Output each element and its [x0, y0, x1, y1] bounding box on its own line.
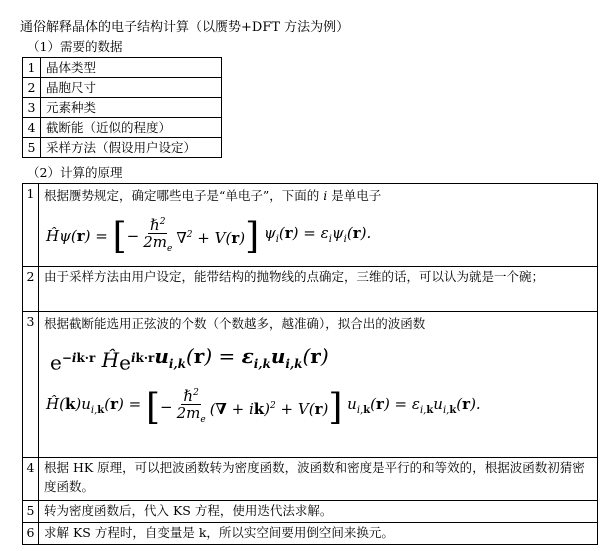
row-text: 根据赝势规定，确定哪些电子是“单电子”，下面的 — [44, 188, 324, 203]
row-text: 截断能（近似的程度） — [41, 118, 222, 138]
table-row — [23, 458, 598, 501]
row-number: 5 — [23, 501, 39, 523]
table-row — [23, 138, 222, 158]
document-title: 通俗解释晶体的电子结构计算（以赝势+DFT 方法为例） — [20, 20, 350, 35]
row-text: 采样方法（假设用户设定） — [41, 138, 222, 158]
table-row — [23, 267, 598, 312]
row-number: 3 — [23, 98, 41, 118]
row-text: 晶体类型 — [41, 58, 222, 78]
row-text: 转为密度函数后，代入 KS 方程，使用迭代法求解。 — [39, 501, 598, 523]
row-number: 6 — [23, 523, 39, 545]
row-number: 4 — [23, 458, 39, 501]
table-row — [23, 78, 222, 98]
symbol-i: i — [323, 188, 328, 203]
table-row — [23, 523, 598, 545]
table-row — [23, 58, 222, 78]
table-row — [23, 501, 598, 523]
principle-table — [22, 183, 598, 545]
row-text-end: 是单电子 — [327, 188, 382, 203]
table-row — [23, 312, 598, 458]
row-number: 5 — [23, 138, 41, 158]
row-text: 晶胞尺寸 — [41, 78, 222, 98]
row-number: 3 — [23, 312, 39, 458]
row-content — [39, 312, 598, 458]
table-row — [23, 184, 598, 267]
row-text: 根据截断能选用正弦波的个数（个数越多，越准确），拟合出的波函数 — [44, 316, 426, 331]
row-text: 根据 HK 原理，可以把波函数转为密度函数，波函数和密度是平行的和等效的，根据波函数初猜密度函数。 — [39, 458, 598, 501]
row-text: 由于采样方法由用户设定，能带结构的抛物线的点确定，三维的话，可以认为就是一个碗； — [39, 267, 598, 312]
row-content — [39, 184, 598, 267]
section1-heading: （1）需要的数据 — [27, 39, 123, 54]
row-number: 2 — [23, 267, 39, 312]
kdependent-equation: $Ĥ(k)u_{i,k}(r)$ = [ − $\frac{\hbar^2}{2m_e}$ (∇ + ik)$^2$ + V(r) ] $u_{i,k}(r) = \varepsilon_{i,k}u_{i,k}(r)$. — [46, 386, 481, 428]
row-number: 4 — [23, 118, 41, 138]
required-data-table — [22, 57, 222, 158]
row-text: 求解 KS 方程时，自变量是 k，所以实空间要用倒空间来换元。 — [39, 523, 598, 545]
section2-heading: （2）计算的原理 — [27, 165, 123, 180]
schrodinger-equation: Ĥψ(r) = [ − $\frac{\hbar^2}{2m_e}$ ∇$^2$ + V(r) ] $\psi_i(r) = \varepsilon_i\psi_i(r)$. — [46, 215, 372, 257]
row-number: 1 — [23, 58, 41, 78]
table-row — [23, 98, 222, 118]
table-row — [23, 118, 222, 138]
row-number: 2 — [23, 78, 41, 98]
row-number: 1 — [23, 184, 39, 267]
wavefunction-equation: $e^{-ik\cdot r}$ Ĥ $e^{ik\cdot r}$ $u_{i,k}(r) = \varepsilon_{i,k}u_{i,k}(r)$ — [50, 344, 329, 375]
row-text: 元素种类 — [41, 98, 222, 118]
